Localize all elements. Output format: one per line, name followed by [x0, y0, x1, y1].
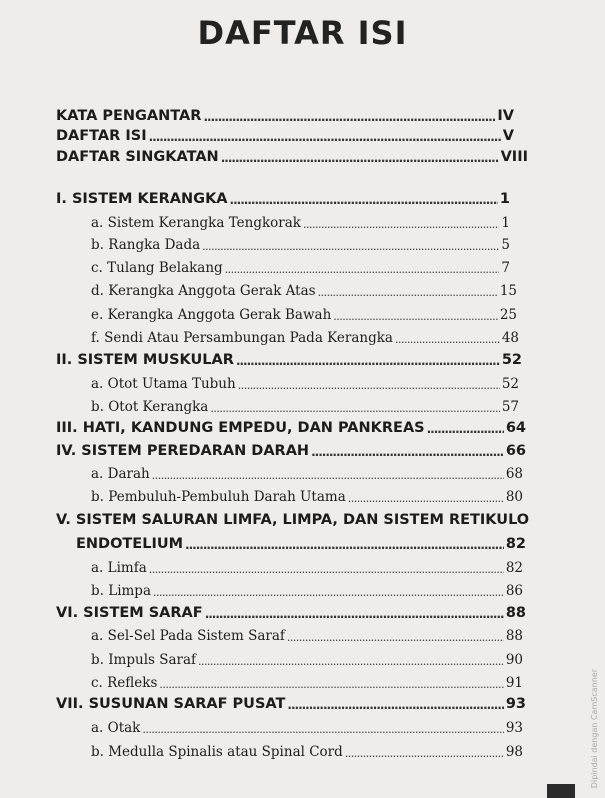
toc-page: 91	[505, 675, 523, 691]
toc-chapter[interactable]	[56, 416, 526, 436]
toc-subentry[interactable]	[91, 648, 523, 668]
dot-leader	[238, 379, 500, 392]
toc-subentry[interactable]	[91, 556, 523, 576]
dot-leader	[149, 130, 501, 144]
toc-label: III. HATI, KANDUNG EMPEDU, DAN PANKREAS	[56, 420, 425, 436]
toc-label: a. Darah	[91, 466, 150, 482]
toc-chapter[interactable]	[56, 601, 526, 621]
toc-page: 57	[501, 399, 519, 415]
toc-page: IV	[497, 108, 514, 124]
toc-label: c. Tulang Belakang	[91, 260, 223, 276]
toc-page: 1	[501, 215, 510, 231]
dot-leader	[236, 354, 500, 368]
page-corner-mark	[547, 784, 575, 798]
toc-label: a. Sel-Sel Pada Sistem Saraf	[91, 628, 285, 644]
toc-chapter[interactable]	[56, 439, 526, 459]
toc-page: 80	[505, 489, 523, 505]
toc-subentry[interactable]	[91, 671, 523, 691]
toc-chapter[interactable]	[56, 508, 530, 528]
toc-subentry[interactable]	[91, 233, 510, 253]
toc-chapter[interactable]	[56, 187, 510, 207]
toc-label: a. Limfa	[91, 560, 147, 576]
toc-label: a. Otak	[91, 720, 141, 736]
dot-leader	[205, 607, 504, 621]
dot-leader	[198, 655, 504, 668]
toc-label: II. SISTEM MUSKULAR	[56, 352, 234, 368]
dot-leader	[225, 263, 500, 276]
dot-leader	[303, 218, 499, 231]
toc-entry[interactable]	[56, 145, 528, 165]
toc-subentry[interactable]	[91, 740, 523, 760]
toc-label: VI. SISTEM SARAF	[56, 605, 203, 621]
toc-chapter[interactable]	[56, 348, 522, 368]
toc-subentry[interactable]	[91, 211, 510, 231]
dot-leader	[427, 422, 504, 436]
scanner-watermark: Dipindai dengan CamScanner	[590, 668, 599, 788]
toc-label: DAFTAR ISI	[56, 128, 147, 144]
toc-subentry[interactable]	[91, 256, 510, 276]
toc-page: 66	[505, 443, 526, 459]
toc-chapter[interactable]	[56, 692, 526, 712]
toc-subentry[interactable]	[91, 716, 523, 736]
toc-page: V	[502, 128, 514, 144]
toc-label: VII. SUSUNAN SARAF PUSAT	[56, 696, 286, 712]
toc-page: 98	[505, 744, 523, 760]
dot-leader	[311, 445, 504, 459]
toc-label: b. Medulla Spinalis atau Spinal Cord	[91, 744, 343, 760]
toc-entry[interactable]	[56, 104, 514, 124]
toc-label: V. SISTEM SALURAN LIMFA, LIMPA, DAN SISTEM RETIKULO	[56, 512, 530, 528]
dot-leader	[318, 286, 498, 299]
dot-leader	[152, 469, 504, 482]
toc-label: b. Impuls Saraf	[91, 652, 197, 668]
dot-leader	[210, 402, 499, 415]
toc-page: 68	[505, 466, 523, 482]
toc-page: 7	[501, 260, 510, 276]
toc-subentry[interactable]	[91, 279, 517, 299]
toc-label: e. Kerangka Anggota Gerak Bawah	[91, 307, 332, 323]
toc-label: b. Pembuluh-Pembuluh Darah Utama	[91, 489, 346, 505]
toc-subentry[interactable]	[91, 395, 519, 415]
toc-label: DAFTAR SINGKATAN	[56, 149, 219, 165]
toc-page: 90	[505, 652, 523, 668]
toc-label: d. Kerangka Anggota Gerak Atas	[91, 283, 316, 299]
toc-subentry[interactable]	[91, 326, 519, 346]
toc-subentry[interactable]	[91, 303, 517, 323]
toc-label: c. Refleks	[91, 675, 158, 691]
dot-leader	[348, 492, 504, 505]
toc-label: IV. SISTEM PEREDARAN DARAH	[56, 443, 310, 459]
dot-leader	[203, 110, 495, 124]
toc-page: 1	[499, 191, 510, 207]
dot-leader	[149, 563, 504, 576]
dot-leader	[345, 747, 504, 760]
toc-page: 88	[505, 628, 523, 644]
toc-label: b. Limpa	[91, 583, 151, 599]
toc-page: 48	[501, 330, 519, 346]
dot-leader	[142, 723, 503, 736]
dot-leader	[153, 586, 504, 599]
toc-subentry[interactable]	[91, 579, 523, 599]
toc-chapter-continuation[interactable]	[76, 532, 526, 552]
toc-entry[interactable]	[56, 124, 514, 144]
dot-leader	[202, 240, 499, 253]
toc-page: 82	[505, 560, 523, 576]
toc-subentry[interactable]	[91, 462, 523, 482]
toc-page: 64	[505, 420, 526, 436]
toc-label: KATA PENGANTAR	[56, 108, 202, 124]
toc-label: b. Rangka Dada	[91, 237, 201, 253]
toc-subentry[interactable]	[91, 372, 519, 392]
dot-leader	[287, 698, 503, 712]
page-title: DAFTAR ISI	[197, 14, 408, 52]
toc-page: 52	[501, 376, 519, 392]
toc-page: 82	[505, 536, 526, 552]
toc-label: f. Sendi Atau Persambungan Pada Kerangka	[91, 330, 393, 346]
dot-leader	[221, 151, 499, 165]
dot-leader	[395, 333, 500, 346]
toc-label: b. Otot Kerangka	[91, 399, 209, 415]
toc-subentry[interactable]	[91, 485, 523, 505]
dot-leader	[185, 538, 504, 552]
toc-page: 15	[499, 283, 517, 299]
toc-label: I. SISTEM KERANGKA	[56, 191, 228, 207]
toc-page: 25	[499, 307, 517, 323]
toc-subentry[interactable]	[91, 624, 523, 644]
toc-page: 5	[501, 237, 510, 253]
toc-page: 93	[505, 720, 523, 736]
toc-page: 52	[501, 352, 522, 368]
dot-leader	[333, 310, 498, 323]
toc-page: 86	[505, 583, 523, 599]
toc-page: VIII	[500, 149, 528, 165]
dot-leader	[287, 631, 504, 644]
dot-leader	[230, 193, 498, 207]
toc-page: 93	[505, 696, 526, 712]
toc-label: a. Otot Utama Tubuh	[91, 376, 236, 392]
toc-label: ENDOTELIUM	[76, 536, 184, 552]
toc-page: 88	[505, 605, 526, 621]
toc-label: a. Sistem Kerangka Tengkorak	[91, 215, 301, 231]
dot-leader	[159, 678, 503, 691]
